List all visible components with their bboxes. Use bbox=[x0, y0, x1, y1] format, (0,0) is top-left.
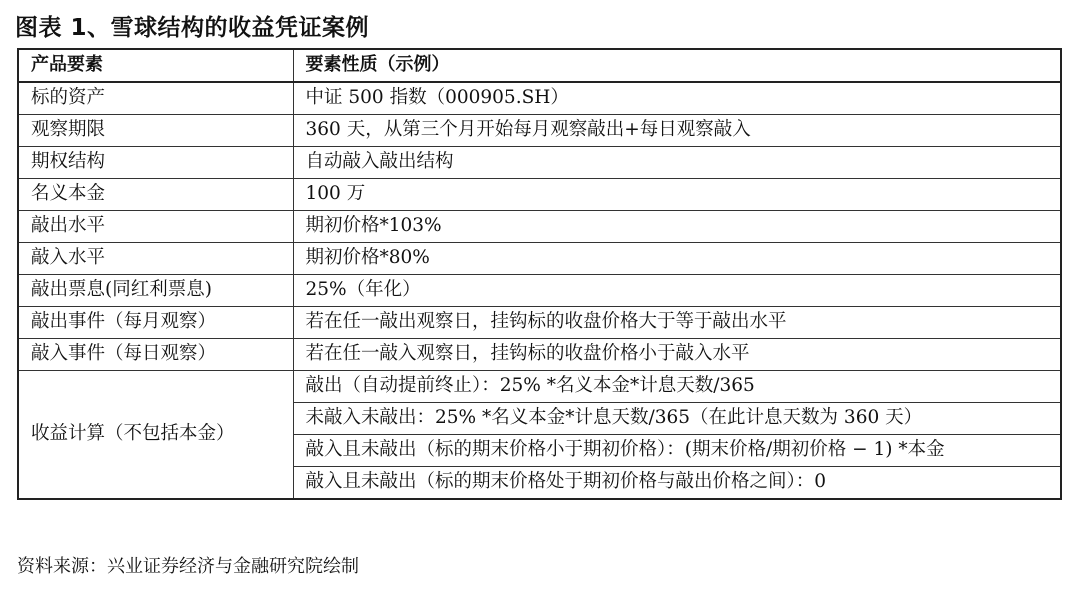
table-row bbox=[18, 339, 1061, 371]
row-value: 自动敲入敲出结构 bbox=[293, 147, 1061, 179]
row-label: 敲出事件（每月观察） bbox=[18, 307, 293, 339]
payoff-item: 敲出（自动提前终止）：25% *名义本金*计息天数/365 bbox=[293, 371, 1061, 403]
row-label: 敲出水平 bbox=[18, 211, 293, 243]
row-value: 25%（年化） bbox=[293, 275, 1061, 307]
row-label: 名义本金 bbox=[18, 179, 293, 211]
row-label: 敲出票息(同红利票息) bbox=[18, 275, 293, 307]
payoff-item: 敲入且未敲出（标的期末价格小于期初价格）：(期末价格/期初价格 − 1) *本金 bbox=[293, 435, 1061, 467]
source-note: 资料来源：兴业证券经济与金融研究院绘制 bbox=[17, 556, 359, 577]
row-value: 中证 500 指数（000905.SH） bbox=[293, 82, 1061, 115]
row-label: 观察期限 bbox=[18, 115, 293, 147]
table-row bbox=[18, 307, 1061, 339]
row-label: 敲入事件（每日观察） bbox=[18, 339, 293, 371]
row-value: 若在任一敲入观察日，挂钩标的收盘价格小于敲入水平 bbox=[293, 339, 1061, 371]
row-value: 360 天，从第三个月开始每月观察敲出+每日观察敲入 bbox=[293, 115, 1061, 147]
table-row bbox=[18, 275, 1061, 307]
payoff-row bbox=[18, 371, 1061, 403]
row-value: 期初价格*80% bbox=[293, 243, 1061, 275]
table-row bbox=[18, 115, 1061, 147]
header-element-properties: 要素性质（示例） bbox=[293, 49, 1061, 82]
payoff-item: 未敲入未敲出：25% *名义本金*计息天数/365（在此计息天数为 360 天） bbox=[293, 403, 1061, 435]
figure-title: 图表 1、雪球结构的收益凭证案例 bbox=[15, 15, 370, 41]
table-row bbox=[18, 179, 1061, 211]
table-row bbox=[18, 147, 1061, 179]
row-label: 标的资产 bbox=[18, 82, 293, 115]
table-row bbox=[18, 211, 1061, 243]
table-row bbox=[18, 243, 1061, 275]
product-elements-table bbox=[17, 48, 1062, 500]
row-value: 100 万 bbox=[293, 179, 1061, 211]
header-product-elements: 产品要素 bbox=[18, 49, 293, 82]
table-row bbox=[18, 82, 1061, 115]
row-value: 期初价格*103% bbox=[293, 211, 1061, 243]
row-label: 敲入水平 bbox=[18, 243, 293, 275]
row-value: 若在任一敲出观察日，挂钩标的收盘价格大于等于敲出水平 bbox=[293, 307, 1061, 339]
table-header-row bbox=[18, 49, 1061, 82]
payoff-label: 收益计算（不包括本金） bbox=[18, 371, 293, 500]
row-label: 期权结构 bbox=[18, 147, 293, 179]
payoff-item: 敲入且未敲出（标的期末价格处于期初价格与敲出价格之间）：0 bbox=[293, 467, 1061, 500]
